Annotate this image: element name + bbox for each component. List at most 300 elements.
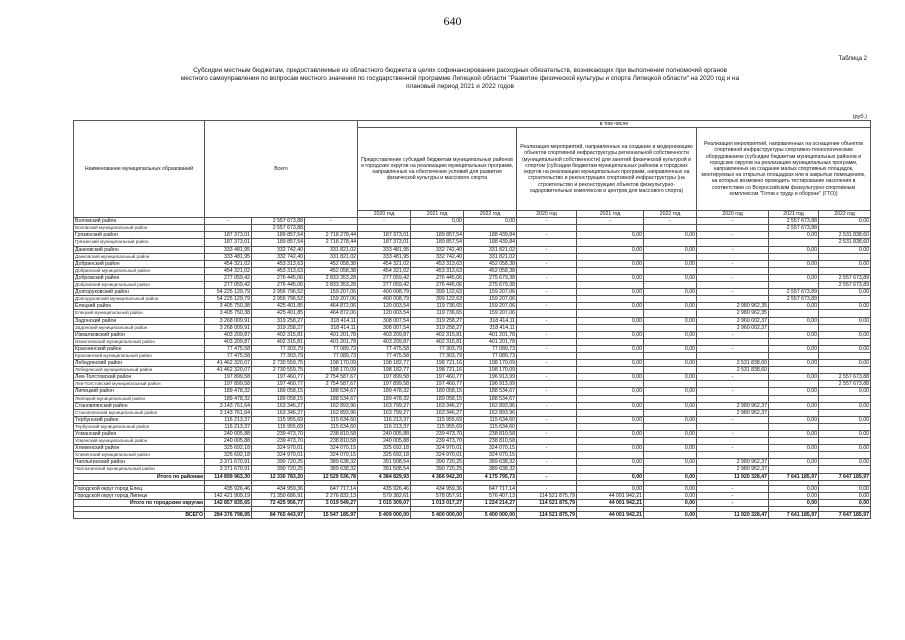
cell-value: 116 213,37 [205, 416, 252, 423]
cell-value: 0,00 [577, 459, 644, 466]
row-name: Городской округ город Липецк [74, 492, 205, 499]
cell-value: 0,00 [819, 485, 871, 492]
cell-value: 2 557 673,88 [819, 374, 871, 381]
cell-value: 1 224 214,27 [464, 499, 517, 506]
cell-value: 0,00 [819, 218, 871, 225]
cell-value: 2 980 962,37 [697, 409, 769, 416]
table-row [74, 459, 871, 466]
cell-value: 162 893,96 [464, 409, 517, 416]
table-row [74, 445, 871, 452]
sub-row [74, 296, 871, 303]
cell-value: 402 315,81 [411, 338, 464, 345]
cell-value [769, 338, 819, 345]
cell-value: 142 857 835,65 [205, 499, 252, 506]
row-name: Добровский район [74, 274, 205, 281]
cell-value: 2 980 962,35 [697, 303, 769, 310]
sub-row [74, 409, 871, 416]
cell-value [577, 282, 644, 289]
cell-value: 188 439,84 [464, 239, 517, 246]
cell-value: 464 872,06 [305, 310, 358, 317]
cell-value: 0,00 [819, 303, 871, 310]
cell-value: 0,00 [577, 402, 644, 409]
cell-value: - [517, 374, 577, 381]
cell-value: 0,00 [644, 289, 697, 296]
cell-value: - [697, 260, 769, 267]
cell-value: 0,00 [577, 246, 644, 253]
cell-value: 15 547 185,97 [305, 511, 358, 518]
cell-value: 399 122,63 [411, 289, 464, 296]
row-name: Итого по районам [74, 473, 205, 480]
cell-value [517, 239, 577, 246]
cell-value: 2 531 838,60 [819, 232, 871, 239]
cell-value: 197 460,77 [411, 374, 464, 381]
cell-value: 0,00 [644, 492, 697, 499]
cell-value: 44 001 942,21 [577, 492, 644, 499]
cell-value: - [517, 473, 577, 480]
cell-value [644, 452, 697, 459]
cell-value: 277 059,42 [205, 274, 252, 281]
cell-value [819, 423, 871, 430]
cell-value [644, 296, 697, 303]
sub-row [74, 338, 871, 345]
cell-value [644, 466, 697, 473]
cell-value: 0,00 [644, 402, 697, 409]
cell-value [769, 452, 819, 459]
cell-value: 2 557 673,89 [819, 282, 871, 289]
cell-value [769, 423, 819, 430]
cell-value [769, 282, 819, 289]
cell-value: 198 182,77 [358, 367, 411, 374]
cell-value [697, 225, 769, 232]
cell-value [517, 310, 577, 317]
cell-value: 319 258,27 [411, 317, 464, 324]
cell-value: 3 268 009,91 [205, 317, 252, 324]
cell-value [819, 267, 871, 274]
cell-value: 84 765 443,97 [252, 511, 305, 518]
cell-value: - [517, 246, 577, 253]
cell-value: 5 400 000,00 [464, 511, 517, 518]
cell-value: 44 001 942,21 [577, 511, 644, 518]
cell-value: 308 007,54 [358, 317, 411, 324]
cell-value: 331 821,02 [305, 246, 358, 253]
cell-value: 275 679,38 [464, 282, 517, 289]
table-row [74, 416, 871, 423]
cell-value: 116 213,37 [205, 423, 252, 430]
cell-value: 389 638,32 [305, 466, 358, 473]
cell-value: 324 970,01 [252, 452, 305, 459]
cell-value: 197 899,58 [205, 381, 252, 388]
cell-value: 187 373,01 [358, 232, 411, 239]
cell-value: 116 213,37 [358, 423, 411, 430]
cell-value: 77 303,79 [411, 352, 464, 359]
cell-value: 452 058,38 [464, 260, 517, 267]
sub-row [74, 367, 871, 374]
cell-value: 389 638,32 [305, 459, 358, 466]
cell-value: 238 810,58 [464, 438, 517, 445]
cell-value: 12 529 536,78 [305, 473, 358, 480]
cell-value: 0,00 [769, 459, 819, 466]
cell-value [819, 452, 871, 459]
cell-value: 198 182,77 [358, 360, 411, 367]
header-year: 2020 год [358, 211, 411, 218]
total-row [74, 473, 871, 480]
cell-value: 390 720,25 [411, 459, 464, 466]
row-name: Тербунский район [74, 416, 205, 423]
header-group-infrastructure: Реализация мероприятий, направленных на создание и модернизацию объектов спортивной инфраструктуры региональной собственности (муниципальной собственности) для занятий физической культурой и спортом (субсидии бюджетам муниципальных районов и городских округов на реализацию муниципальных программ, направленных на строительство и реконструкцию спортивной инфраструктуры (на строительство и реконструкцию объектов физкультурно-оздоровительных комплексов и центров для массового спорта) [517, 128, 697, 211]
sub-row [74, 381, 871, 388]
cell-value: - [697, 274, 769, 281]
cell-value: 120 003,54 [358, 310, 411, 317]
row-name: Лев-Толстовский муниципальный район [74, 381, 205, 388]
table-row [74, 485, 871, 492]
cell-value: 0,00 [644, 331, 697, 338]
row-name: Становлянский муниципальный район [74, 409, 205, 416]
document-title: Субсидии местным бюджетам, предоставляемые из областного бюджета в целях софинансирования расходных обязательств, возникающих при выполнении полномочий органов местного самоуправления по вопросам местного значения по государственной программе Липецкой области "Развитие физической культуры и спорта Липецкой области" на 2020 год и на плановый период 2021 и 2022 годов [180, 67, 740, 90]
cell-value: 0,00 [577, 473, 644, 480]
cell-value: - [517, 345, 577, 352]
cell-value: 400 008,79 [358, 289, 411, 296]
cell-value: 0,00 [644, 374, 697, 381]
cell-value: 159 207,06 [464, 289, 517, 296]
cell-value: 454 321,02 [358, 267, 411, 274]
sub-row [74, 438, 871, 445]
table-row [74, 331, 871, 338]
row-name: Липецкий район [74, 388, 205, 395]
cell-value: 318 414,11 [464, 324, 517, 331]
cell-value: - [517, 331, 577, 338]
cell-value: 7 647 185,97 [819, 511, 871, 518]
cell-value: 277 059,42 [205, 282, 252, 289]
cell-value [769, 381, 819, 388]
sub-row [74, 466, 871, 473]
cell-value: 333 481,95 [205, 246, 252, 253]
table-row [74, 289, 871, 296]
cell-value: 189 478,32 [358, 388, 411, 395]
cell-value: 0,00 [769, 492, 819, 499]
cell-value: 0,00 [644, 360, 697, 367]
cell-value: 115 955,69 [252, 416, 305, 423]
cell-value: 647 717,14 [305, 485, 358, 492]
cell-value: - [517, 485, 577, 492]
cell-value: 3 371 670,91 [205, 459, 252, 466]
row-name: Воловский муниципальный район [74, 225, 205, 232]
header-total: Всего [205, 121, 358, 218]
cell-value: 318 414,11 [305, 317, 358, 324]
cell-value: 403 209,87 [205, 338, 252, 345]
cell-value [577, 338, 644, 345]
cell-value: 333 481,95 [358, 246, 411, 253]
cell-value: 11 920 328,47 [697, 511, 769, 518]
cell-value: 3 143 761,64 [205, 409, 252, 416]
cell-value: 0,00 [577, 303, 644, 310]
cell-value: 187 373,01 [205, 232, 252, 239]
cell-value: 2 833 353,28 [305, 274, 358, 281]
cell-value [644, 338, 697, 345]
header-group-gto: Реализация мероприятий, направленных на оснащение объектов спортивной инфраструктуры спортивно-технологическим оборудованием (субсидии бюджетам муниципальных районов и городских округов на реализацию муниципальных программ, направленных на создание малых спортивных площадок, монтируемых на открытых площадках или в закрытых помещениях, на которых возможно проводить тестирование населения в соответствии со Всероссийским физкультурно-спортивным комплексом "Готов к труду и обороне" (ГТО)) [697, 128, 871, 211]
cell-value: 0,00 [644, 445, 697, 452]
cell-value: 198 170,09 [305, 367, 358, 374]
cell-value: 77 089,73 [464, 352, 517, 359]
cell-value: 163 346,27 [411, 402, 464, 409]
cell-value: 3 019 549,27 [305, 499, 358, 506]
cell-value: 2 730 559,75 [252, 360, 305, 367]
cell-value: 115 955,69 [411, 423, 464, 430]
cell-value: 0,00 [644, 485, 697, 492]
row-name: Измалковский муниципальный район [74, 338, 205, 345]
cell-value: 197 460,77 [411, 381, 464, 388]
cell-value [697, 253, 769, 260]
cell-value: 2 557 673,88 [769, 218, 819, 225]
cell-value: 0,00 [577, 289, 644, 296]
cell-value [577, 452, 644, 459]
cell-value: 389 638,32 [464, 466, 517, 473]
cell-value [644, 282, 697, 289]
cell-value [769, 310, 819, 317]
cell-value: 332 742,40 [411, 246, 464, 253]
table-row [74, 360, 871, 367]
cell-value [819, 225, 871, 232]
cell-value: 0,00 [577, 360, 644, 367]
cell-value: 2 531 838,60 [697, 367, 769, 374]
cell-value: 0,00 [769, 388, 819, 395]
cell-value [697, 452, 769, 459]
cell-value: 159 207,06 [305, 289, 358, 296]
cell-value: 2 980 962,37 [697, 466, 769, 473]
cell-value: - [697, 388, 769, 395]
cell-value: 401 201,78 [464, 331, 517, 338]
header-year: 2020 год [697, 211, 769, 218]
row-name: Добровский муниципальный район [74, 282, 205, 289]
cell-value: 189 478,32 [205, 395, 252, 402]
cell-value [205, 225, 252, 232]
cell-value: 325 692,18 [358, 452, 411, 459]
row-name: Усманский район [74, 431, 205, 438]
cell-value: - [697, 416, 769, 423]
cell-value: 389 638,32 [464, 459, 517, 466]
cell-value: 2 718 278,44 [305, 239, 358, 246]
row-name: Елецкий район [74, 303, 205, 310]
cell-value: 77 089,73 [305, 352, 358, 359]
cell-value [644, 381, 697, 388]
cell-value: 277 059,42 [358, 282, 411, 289]
cell-value [577, 324, 644, 331]
cell-value [517, 466, 577, 473]
cell-value: - [517, 431, 577, 438]
cell-value: 77 475,58 [358, 345, 411, 352]
row-name: Становлянский район [74, 402, 205, 409]
sub-row [74, 282, 871, 289]
cell-value [411, 225, 464, 232]
cell-value [819, 395, 871, 402]
row-name: Добринский муниципальный район [74, 267, 205, 274]
cell-value: 331 821,02 [464, 253, 517, 260]
cell-value: 400 008,79 [358, 296, 411, 303]
cell-value: 7 641 185,97 [769, 473, 819, 480]
cell-value: 318 414,11 [464, 317, 517, 324]
total-row [74, 511, 871, 518]
cell-value: 188 534,67 [464, 395, 517, 402]
cell-value [577, 267, 644, 274]
cell-value: 2 730 559,75 [252, 367, 305, 374]
cell-value: 198 721,16 [411, 367, 464, 374]
cell-value [577, 296, 644, 303]
cell-value: 578 057,91 [411, 492, 464, 499]
cell-value [769, 395, 819, 402]
cell-value: 332 742,40 [411, 253, 464, 260]
cell-value: 41 462 320,07 [205, 367, 252, 374]
cell-value [577, 381, 644, 388]
cell-value: 0,00 [644, 260, 697, 267]
row-name: Чаплыгинский муниципальный район [74, 466, 205, 473]
cell-value: 189 857,54 [252, 239, 305, 246]
cell-value: - [517, 232, 577, 239]
cell-value [697, 395, 769, 402]
header-group-programs: Предоставление субсидий бюджетам муниципальных районов и городских округов на реализацию муниципальных программ, направленных на обеспечение условий для развития физической культуры и массового спорта [358, 128, 517, 211]
cell-value: 2 557 673,88 [819, 381, 871, 388]
cell-value: 0,00 [769, 445, 819, 452]
cell-value: 0,00 [769, 360, 819, 367]
cell-value [697, 267, 769, 274]
cell-value: 2 960 002,37 [697, 324, 769, 331]
cell-value: 2 980 962,37 [697, 402, 769, 409]
cell-value: - [697, 492, 769, 499]
cell-value: 0,00 [819, 402, 871, 409]
cell-value: 189 478,32 [358, 395, 411, 402]
cell-value [644, 438, 697, 445]
cell-value [769, 253, 819, 260]
cell-value: 325 692,18 [205, 452, 252, 459]
cell-value: 324 970,01 [411, 445, 464, 452]
cell-value: 162 893,96 [464, 402, 517, 409]
cell-value: 0,00 [644, 274, 697, 281]
cell-value [697, 296, 769, 303]
cell-value: 163 346,27 [252, 409, 305, 416]
cell-value: 324 970,01 [252, 445, 305, 452]
cell-value: 2 718 278,44 [305, 232, 358, 239]
cell-value: 2 754 587,67 [305, 381, 358, 388]
cell-value: 114 899 963,30 [205, 473, 252, 480]
cell-value: 333 481,95 [205, 253, 252, 260]
cell-value: 115 634,60 [464, 416, 517, 423]
cell-value: - [697, 374, 769, 381]
cell-value: 399 122,63 [411, 296, 464, 303]
sub-row [74, 395, 871, 402]
cell-value: 163 346,27 [252, 402, 305, 409]
cell-value [577, 395, 644, 402]
cell-value: 197 460,77 [252, 374, 305, 381]
cell-value: 0,00 [577, 374, 644, 381]
cell-value: 0,00 [644, 511, 697, 518]
cell-value: 71 350 686,91 [252, 492, 305, 499]
cell-value: 162 893,96 [305, 409, 358, 416]
cell-value: 402 315,81 [252, 331, 305, 338]
cell-value [769, 438, 819, 445]
cell-value: 2 980 962,37 [697, 459, 769, 466]
cell-value: 401 201,78 [305, 331, 358, 338]
header-in-that: в том числе [358, 121, 871, 128]
cell-value: 4 175 795,73 [464, 473, 517, 480]
row-name: Усманский муниципальный район [74, 438, 205, 445]
row-name: Хлевенский район [74, 445, 205, 452]
table-row [74, 431, 871, 438]
cell-value: 0,00 [644, 345, 697, 352]
cell-value: 198 721,16 [411, 360, 464, 367]
cell-value: 0,00 [769, 303, 819, 310]
cell-value [697, 381, 769, 388]
cell-value: 115 955,69 [252, 423, 305, 430]
cell-value [464, 225, 517, 232]
cell-value: 189 058,15 [411, 388, 464, 395]
cell-value: 159 207,06 [464, 303, 517, 310]
cell-value: 114 521 875,79 [517, 499, 577, 506]
cell-value [819, 352, 871, 359]
table-row [74, 246, 871, 253]
cell-value: 3 405 750,38 [205, 303, 252, 310]
cell-value [517, 367, 577, 374]
cell-value: 0,00 [577, 331, 644, 338]
cell-value: 276 445,06 [411, 282, 464, 289]
cell-value: 0,00 [769, 485, 819, 492]
cell-value: 402 315,81 [252, 338, 305, 345]
cell-value [577, 253, 644, 260]
cell-value: 0,00 [411, 218, 464, 225]
cell-value: 54 225 129,79 [205, 296, 252, 303]
cell-value: 324 070,15 [305, 445, 358, 452]
cell-value: 0,00 [819, 345, 871, 352]
cell-value: - [697, 289, 769, 296]
row-name: Долгоруковский муниципальный район [74, 296, 205, 303]
cell-value: 434 959,36 [252, 485, 305, 492]
cell-value: 454 321,02 [358, 260, 411, 267]
cell-value: 390 720,25 [252, 459, 305, 466]
sub-row [74, 253, 871, 260]
cell-value: 0,00 [819, 499, 871, 506]
cell-value: 0,00 [644, 473, 697, 480]
cell-value [517, 381, 577, 388]
cell-value: - [697, 246, 769, 253]
cell-value: 238 810,58 [305, 431, 358, 438]
cell-value: 238 810,58 [464, 431, 517, 438]
cell-value [819, 409, 871, 416]
cell-value: 0,00 [644, 317, 697, 324]
cell-value [769, 466, 819, 473]
cell-value: 277 059,42 [358, 274, 411, 281]
cell-value [819, 466, 871, 473]
cell-value: 2 980 962,35 [697, 310, 769, 317]
cell-value: 390 720,25 [411, 466, 464, 473]
cell-value [517, 409, 577, 416]
cell-value: 0,00 [644, 416, 697, 423]
header-year: 2022 год [819, 211, 871, 218]
cell-value [769, 352, 819, 359]
cell-value [697, 423, 769, 430]
row-name: Городской округ город Елец [74, 485, 205, 492]
cell-value [577, 352, 644, 359]
cell-value: 425 401,85 [252, 303, 305, 310]
cell-value [517, 395, 577, 402]
cell-value: 119 736,65 [411, 303, 464, 310]
cell-value: 452 058,38 [305, 260, 358, 267]
cell-value: 276 445,06 [252, 274, 305, 281]
cell-value: 77 089,73 [464, 345, 517, 352]
cell-value [644, 367, 697, 374]
cell-value: 239 473,70 [411, 431, 464, 438]
cell-value: 189 058,15 [411, 395, 464, 402]
cell-value [697, 352, 769, 359]
cell-value: 11 920 328,47 [697, 473, 769, 480]
cell-value [644, 239, 697, 246]
cell-value: 276 445,06 [252, 282, 305, 289]
